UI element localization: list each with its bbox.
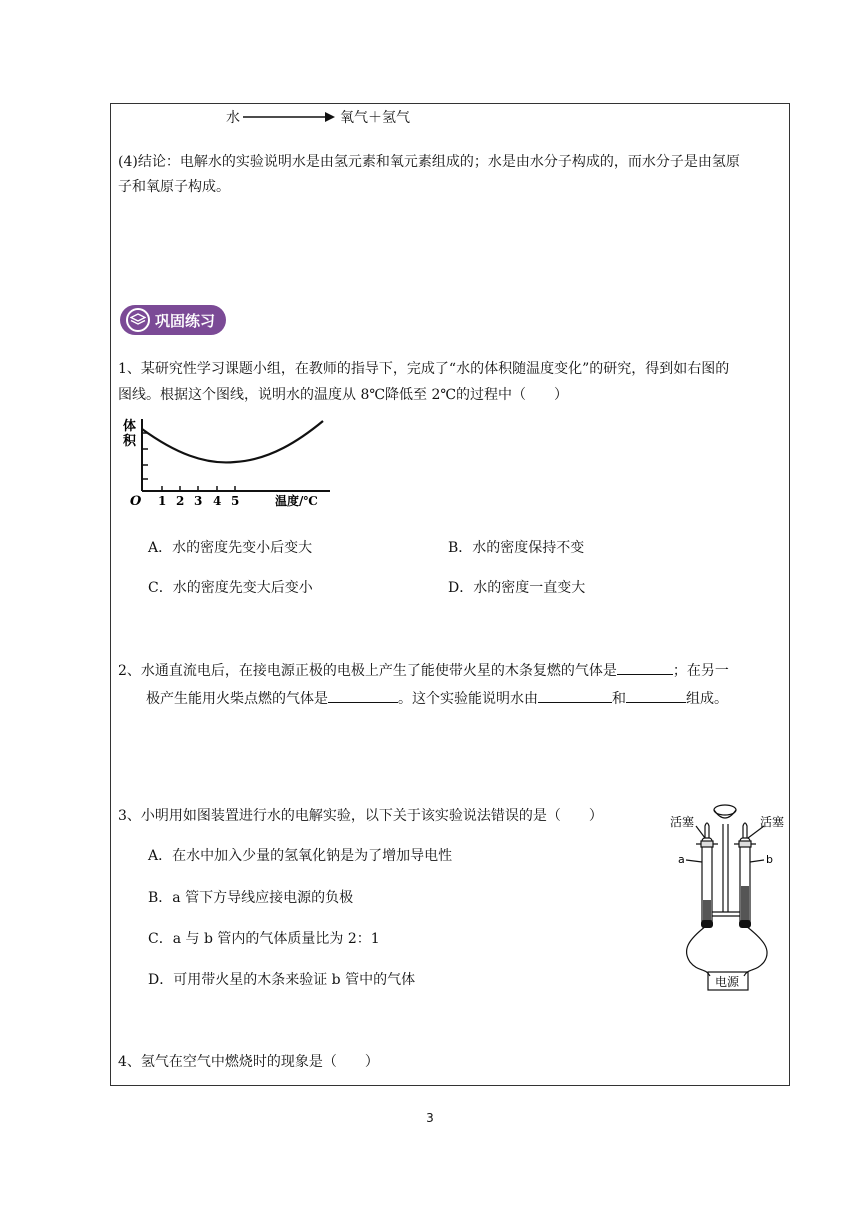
q2-blank-2[interactable] xyxy=(328,688,398,703)
q2-text-6: 组成。 xyxy=(686,691,728,707)
volume-curve xyxy=(142,421,323,462)
q2-blank-3[interactable] xyxy=(538,688,612,703)
page-number: 3 xyxy=(426,1111,434,1125)
q2-line-1 xyxy=(118,660,729,681)
q1-option-c[interactable]: C．水的密度先变大后变小 xyxy=(148,580,313,596)
power-label: 电源 xyxy=(715,975,740,989)
q2-line-2 xyxy=(146,688,728,709)
q2-text-3: 极产生能用火柴点燃的气体是 xyxy=(146,691,328,707)
q3-option-c[interactable]: C．a 与 b 管内的气体质量比为 2：1 xyxy=(148,931,380,947)
q1-option-d[interactable]: D．水的密度一直变大 xyxy=(448,580,586,596)
q2-text-1: 2、水通直流电后，在接电源正极的电极上产生了能使带火星的木条复燃的气体是 xyxy=(118,663,617,679)
equation-left: 水 xyxy=(226,110,240,126)
q3-option-d[interactable]: D．可用带火星的木条来验证 b 管中的气体 xyxy=(148,972,416,988)
q1-option-b[interactable]: B．水的密度保持不变 xyxy=(448,540,585,556)
q2-blank-1[interactable] xyxy=(617,660,673,675)
reaction-arrow xyxy=(243,110,335,124)
q1-option-a[interactable]: A．水的密度先变小后变大 xyxy=(148,540,313,556)
volume-temperature-graph xyxy=(120,415,335,510)
stopcock-right-label: 活塞 xyxy=(760,815,785,829)
conclusion-line-2: 子和氧原子构成。 xyxy=(118,179,230,195)
q2-text-5: 和 xyxy=(612,691,626,707)
x-axis-label: 温度/℃ xyxy=(275,494,318,508)
conclusion-line-1: (4)结论：电解水的实验说明水是由氢元素和氧元素组成的；水是由水分子构成的，而水分子是由氢原 xyxy=(118,154,740,170)
x-tick-label: 2 xyxy=(176,494,185,508)
q4-stem: 4、氢气在空气中燃烧时的现象是（ ） xyxy=(118,1054,379,1070)
x-tick-label: 1 xyxy=(158,494,167,508)
q3-stem: 3、小明用如图装置进行水的电解实验，以下关于该实验说法错误的是（ ） xyxy=(118,808,603,824)
y-label-1: 体 xyxy=(123,419,137,434)
q3-option-a[interactable]: A．在水中加入少量的氢氧化钠是为了增加导电性 xyxy=(148,848,453,864)
stopcock-left-label: 活塞 xyxy=(670,815,695,829)
q2-blank-4[interactable] xyxy=(626,688,686,703)
q2-text-2: ；在另一 xyxy=(672,663,729,679)
section-badge xyxy=(120,305,226,335)
q2-text-4: 。这个实验能说明水由 xyxy=(398,691,538,707)
tube-a-label: a xyxy=(678,853,685,866)
x-tick-label: 3 xyxy=(194,494,203,508)
q1-line-1: 1、某研究性学习课题小组，在教师的指导下，完成了“水的体积随温度变化”的研究，得到如右图的 xyxy=(118,361,730,377)
y-label-2: 积 xyxy=(123,434,137,449)
q3-option-b[interactable]: B．a 管下方导线应接电源的负极 xyxy=(148,890,354,906)
origin-label: O xyxy=(130,494,142,509)
x-tick-label: 5 xyxy=(231,494,240,508)
electrolysis-apparatus xyxy=(668,800,788,992)
equation-right: 氧气＋氢气 xyxy=(340,110,410,126)
x-tick-label: 4 xyxy=(213,494,222,508)
q1-line-2: 图线。根据这个图线，说明水的温度从 8℃降低至 2℃的过程中（ ） xyxy=(118,387,569,403)
section-title: 巩固练习 xyxy=(155,311,216,330)
tube-b-label: b xyxy=(766,853,773,866)
layers-icon xyxy=(126,308,150,332)
